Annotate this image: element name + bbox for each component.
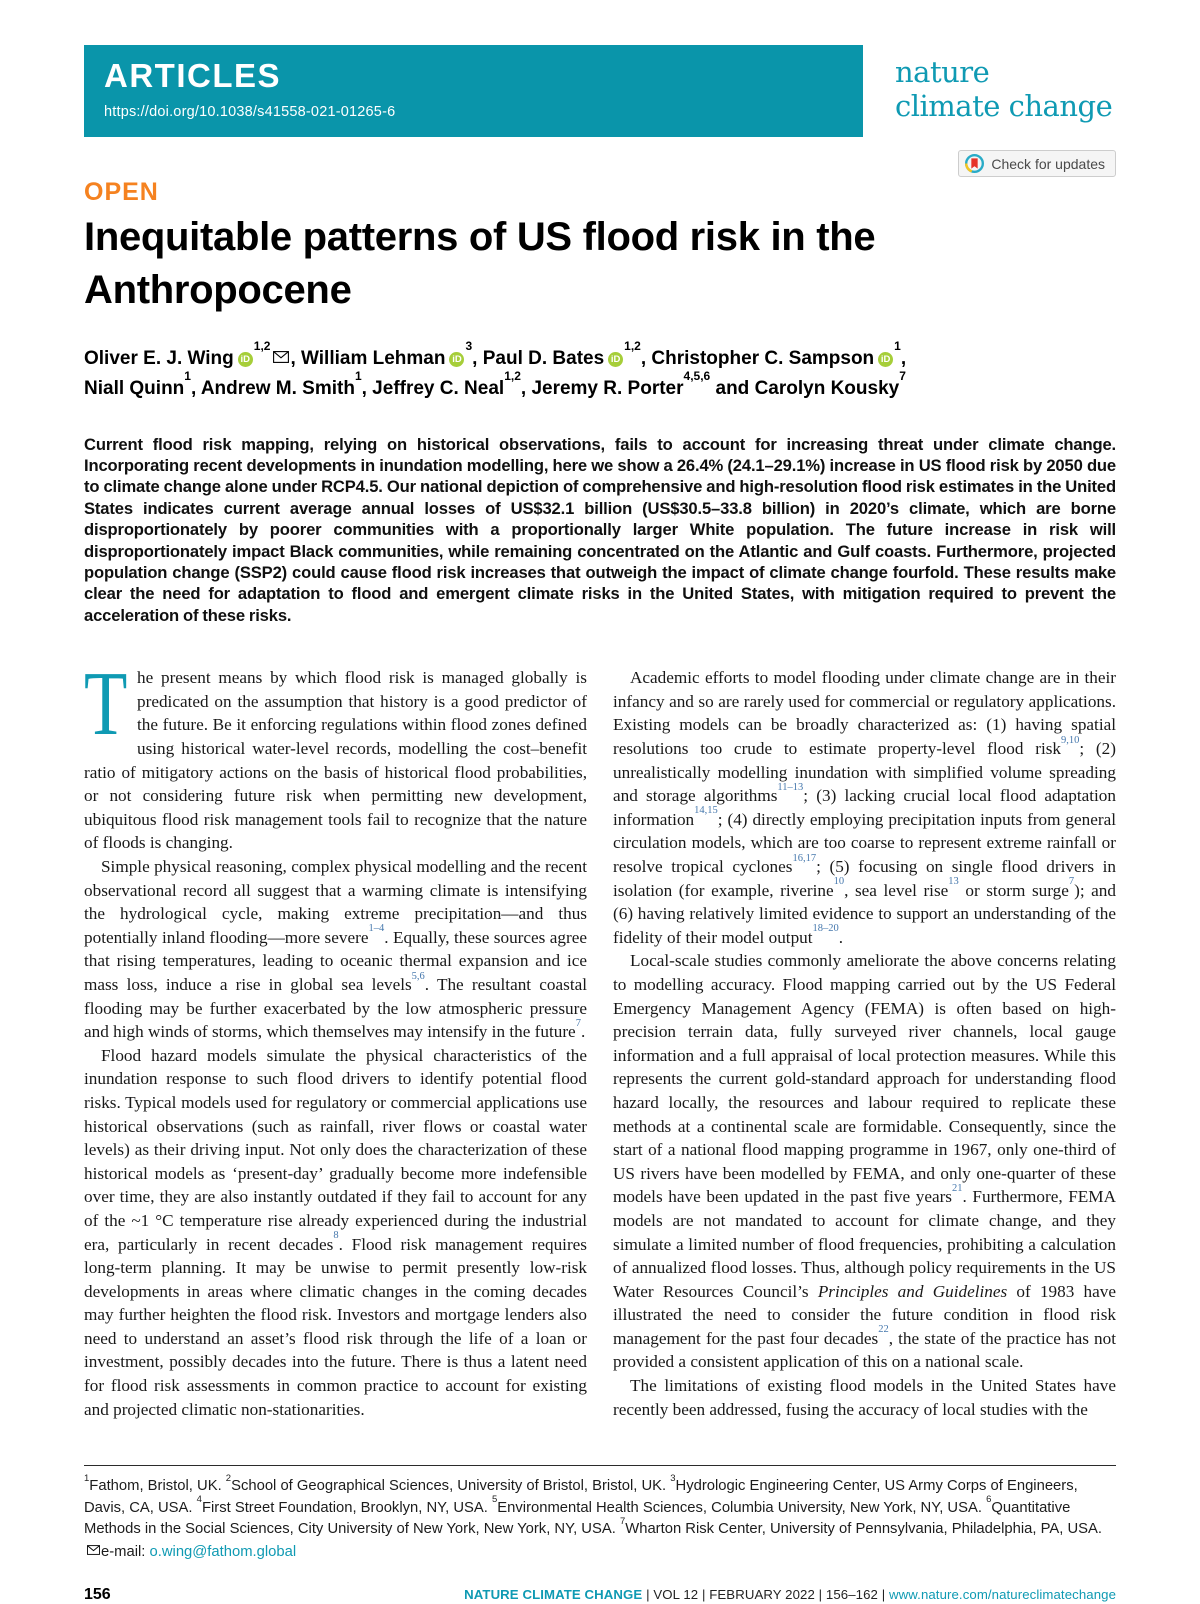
orcid-icon[interactable]: iD xyxy=(238,352,253,367)
reference-superscript[interactable]: 2 xyxy=(225,1472,232,1484)
reference-superscript[interactable]: 1,2 xyxy=(624,339,641,354)
left-column xyxy=(84,653,587,1421)
reference-superscript[interactable]: 14,15 xyxy=(694,805,718,817)
journal-logo-line2: climate change xyxy=(895,89,1113,123)
affiliations-footnote: $^1$Fathom, Bristol, UK. $^2$School of Geographical Sciences, University of Bristol, Bristol, UK. $^3$Hydrologic Engineering Center, US Army Corps of Engineers, Davis, CA, USA. $^4$First Street Foundation, Brooklyn, NY, USA. $^5$Environmental Health Sciences, Columbia University, New York, NY, USA. $^6$Quantitative Methods in the Social Sciences, City University of New York, New York, NY, USA. $^7$Wharton Risk Center, University of Pennsylvania, Philadelphia, PA, USA. xyxy=(84,1472,1102,1538)
orcid-icon[interactable]: iD xyxy=(449,352,464,367)
body-columns xyxy=(84,653,1116,1421)
reference-superscript[interactable]: 5,6 xyxy=(411,970,425,982)
reference-superscript[interactable]: 1 xyxy=(184,369,191,384)
reference-superscript[interactable]: 5 xyxy=(492,1494,498,1506)
reference-superscript[interactable]: 22 xyxy=(878,1324,889,1336)
reference-superscript[interactable]: 7 xyxy=(575,1017,581,1029)
author-line-2: Niall Quinn$^1$, Andrew M. Smith$^1$, Jeffrey C. Neal$^{1,2}$, Jeremy R. Porter$^{4,5,6}$ and Carolyn Kousky$^7$ xyxy=(84,369,906,399)
reference-superscript[interactable]: 11–13 xyxy=(777,781,804,793)
email-line: e-mail: o.wing@fathom.global xyxy=(84,1544,1116,1560)
reference-superscript[interactable]: 18–20 xyxy=(812,923,839,935)
body-paragraph: The present means by which flood risk is managed globally is predicated on the assumption that history is a good predictor of the future. Be it enforcing regulations within flood zones defined using historical water-level records, modelling the cost–benefit ratio of mitigatory actions on the basis of historical flood probabilities, or not considering future risk when permitting new development, ubiquitous flood risk management tools fail to recognize that the nature of floods is changing. xyxy=(84,653,587,853)
reference-superscript[interactable]: 1,2 xyxy=(253,339,271,354)
journal-header-band xyxy=(84,45,1116,137)
journal-url[interactable]: www.nature.com/natureclimatechange xyxy=(889,1586,1116,1602)
journal-footer-line xyxy=(464,1587,1116,1602)
articles-label: ARTICLES xyxy=(104,57,281,94)
italic-text: Principles and Guidelines xyxy=(817,1281,1008,1301)
reference-superscript[interactable]: 7 xyxy=(619,1515,626,1527)
page-footer xyxy=(84,1586,1116,1604)
reference-superscript[interactable]: 10 xyxy=(833,876,845,888)
reference-superscript[interactable]: 7 xyxy=(899,369,906,384)
doi-link[interactable]: https://doi.org/10.1038/s41558-021-01265-6 xyxy=(104,104,396,120)
reference-superscript[interactable]: 1 xyxy=(894,339,901,354)
reference-superscript[interactable]: 16,17 xyxy=(792,852,817,864)
drop-cap: T xyxy=(84,653,128,755)
article-title: Inequitable patterns of US flood risk in the Anthropocene xyxy=(84,215,876,312)
body-paragraph: Simple physical reasoning, complex physical modelling and the recent observational record all suggest that a warming climate is intensifying the hydrological cycle, making extreme precipitation—and thus potentially inland flooding—more severe$^{1-4}$. Equally, these sources agree that rising temperatures, leading to oceanic thermal expansion and ice mass loss, induce a rise in global sea levels$^{5,6}$. The resultant coastal flooding may be further exacerbated by the low atmospheric pressure and high winds of storms, which themselves may intensify in the future$^7$. xyxy=(84,857,587,1042)
author-line-1: Oliver E. J. Wing iD$^{1,2}$, William Lehman $iD^3$, Paul D. Bates iD$^{1,2}$, Christopher C. Sampson $iD^1$, xyxy=(84,339,907,369)
reference-superscript[interactable]: 4 xyxy=(196,1494,202,1506)
reference-superscript[interactable]: 1 xyxy=(84,1472,90,1484)
journal-logo-line1: nature xyxy=(895,55,990,89)
body-paragraph: Local-scale studies commonly ameliorate the above concerns relating to modelling accuracy. Flood mapping carried out by the US Federal Emergency Management Agency (FEMA) is often based on high-precision terrain data, fully surveyed river channels, local gauge information and a full appraisal of local protection measures. While this represents the current gold-standard approach for understanding flood hazard locally, the resources and labour required to replicate these methods at a continental scale are formidable. Consequently, since the start of a national flood mapping programme in 1967, only one-third of US rivers have been modelled by FEMA, and only one-quarter of these models have been updated in the past five years$^{21}$. Furthermore, FEMA models are not mandated to account for climate change, and they simulate a limited number of flood frequencies, prohibiting a calculation of annualized flood losses. Thus, although policy requirements in the US Water Resources Council’s Principles and Guidelines of 1983 have illustrated the need to consider the future condition in flood risk management for the past four decades$^{22}$, the state of the practice has not provided a consistent application of this on a national scale. xyxy=(613,951,1116,1372)
abstract: Current flood risk mapping, relying on historical observations, fails to account for increasing threat under climate change. Incorporating recent developments in inundation modelling, here we show a 26.4% (24.1–29.1%) increase in US flood risk by 2050 due to climate change alone under RCP4.5. Our national depiction of comprehensive and high-resolution flood risk estimates in the United States indicates current average annual losses of US$32.1 billion (US$30.5–33.8 billion) in 2020’s climate, which are borne disproportionately by poorer communities with a proportionally larger White population. The future increase in risk will disproportionately impact Black communities, while remaining concentrated on the Atlantic and Gulf coasts. Furthermore, projected population change (SSP2) could cause flood risk increases that outweigh the impact of climate change fourfold. These results make clear the need for adaptation to flood and emergent climate risks in the United States, with mitigation required to prevent the acceleration of these risks. xyxy=(84,434,1116,625)
reference-superscript[interactable]: 1–4 xyxy=(368,923,385,935)
reference-superscript[interactable]: 1,2 xyxy=(504,369,521,384)
badge-row xyxy=(84,150,1116,177)
crossmark-icon xyxy=(965,154,984,173)
email-icon xyxy=(270,348,290,369)
right-column xyxy=(613,666,1116,1421)
open-access-label: OPEN xyxy=(84,178,159,206)
reference-superscript[interactable]: 7 xyxy=(1068,876,1075,888)
issue-info: | VOL 12 | FEBRUARY 2022 | 156–162 | xyxy=(642,1586,890,1602)
journal-name: NATURE CLIMATE CHANGE xyxy=(464,1586,643,1602)
body-paragraph: Flood hazard models simulate the physical characteristics of the inundation response to such flood drivers to identify potential flood risks. Typical models used for regulatory or commercial applications use historical observations (such as rainfall, river flows or coastal water levels) as their driving input. Not only does the characterization of these historical models as ‘present-day’ gradually become more indefensible over time, they are also instantly outdated if they fail to account for any of the ~1 °C temperature rise already experienced during the industrial era, particularly in recent decades$^8$. Flood risk management requires long-term planning. It may be unwise to permit presently low-risk developments in areas where climatic changes in the coming decades may further heighten the flood risk. Investors and mortgage lenders also need to understand an asset’s flood risk through the life of a loan or investment, possibly decades into the future. There is thus a latent need for flood risk assessments in common practice to account for existing and projected climatic non-stationarities. xyxy=(84,1045,587,1419)
reference-superscript[interactable]: 8 xyxy=(333,1230,339,1242)
reference-superscript[interactable]: 21 xyxy=(951,1182,963,1194)
check-for-updates-label: Check for updates xyxy=(991,155,1105,172)
body-paragraph: The limitations of existing flood models in the United States have recently been addressed, fusing the accuracy of local studies with the xyxy=(613,1376,1116,1419)
reference-superscript[interactable]: 9,10 xyxy=(1061,734,1080,746)
orcid-icon[interactable]: iD xyxy=(878,352,893,367)
orcid-icon[interactable]: iD xyxy=(608,352,623,367)
check-for-updates-badge[interactable] xyxy=(958,150,1116,177)
email-link[interactable]: o.wing@fathom.global xyxy=(149,1543,297,1560)
email-icon xyxy=(84,1544,101,1560)
reference-superscript[interactable]: 4,5,6 xyxy=(683,369,711,384)
footnote-divider xyxy=(84,1465,1116,1466)
reference-superscript[interactable]: 1 xyxy=(354,369,362,384)
reference-superscript[interactable]: 13 xyxy=(948,876,959,888)
reference-superscript[interactable]: 6 xyxy=(986,1494,992,1506)
author-list xyxy=(84,339,1116,404)
journal-logo xyxy=(863,45,1116,137)
reference-superscript[interactable]: 3 xyxy=(465,339,473,354)
page-number: 156 xyxy=(84,1585,111,1603)
reference-superscript[interactable]: 3 xyxy=(670,1472,676,1484)
body-paragraph: Academic efforts to model flooding under climate change are in their infancy and so are rarely used for commercial or regulatory applications. Existing models can be broadly characterized as: (1) having spatial resolutions too crude to estimate property-level flood risk$^{9,10}$; (2) unrealistically modelling inundation with simplified volume spreading and storage algorithms$^{11-13}$; (3) lacking crucial local flood adaptation information$^{14,15}$; (4) directly employing precipitation inputs from general circulation models, which are too coarse to represent extreme rainfall or resolve tropical cyclones$^{16,17}$; (5) focusing on single flood drivers in isolation (for example, riverine$^{10}$, sea level rise$^{13}$ or storm surge$^7$); and (6) having relatively limited evidence to support an understanding of the fidelity of their model output$^{18-20}$. xyxy=(613,668,1116,947)
